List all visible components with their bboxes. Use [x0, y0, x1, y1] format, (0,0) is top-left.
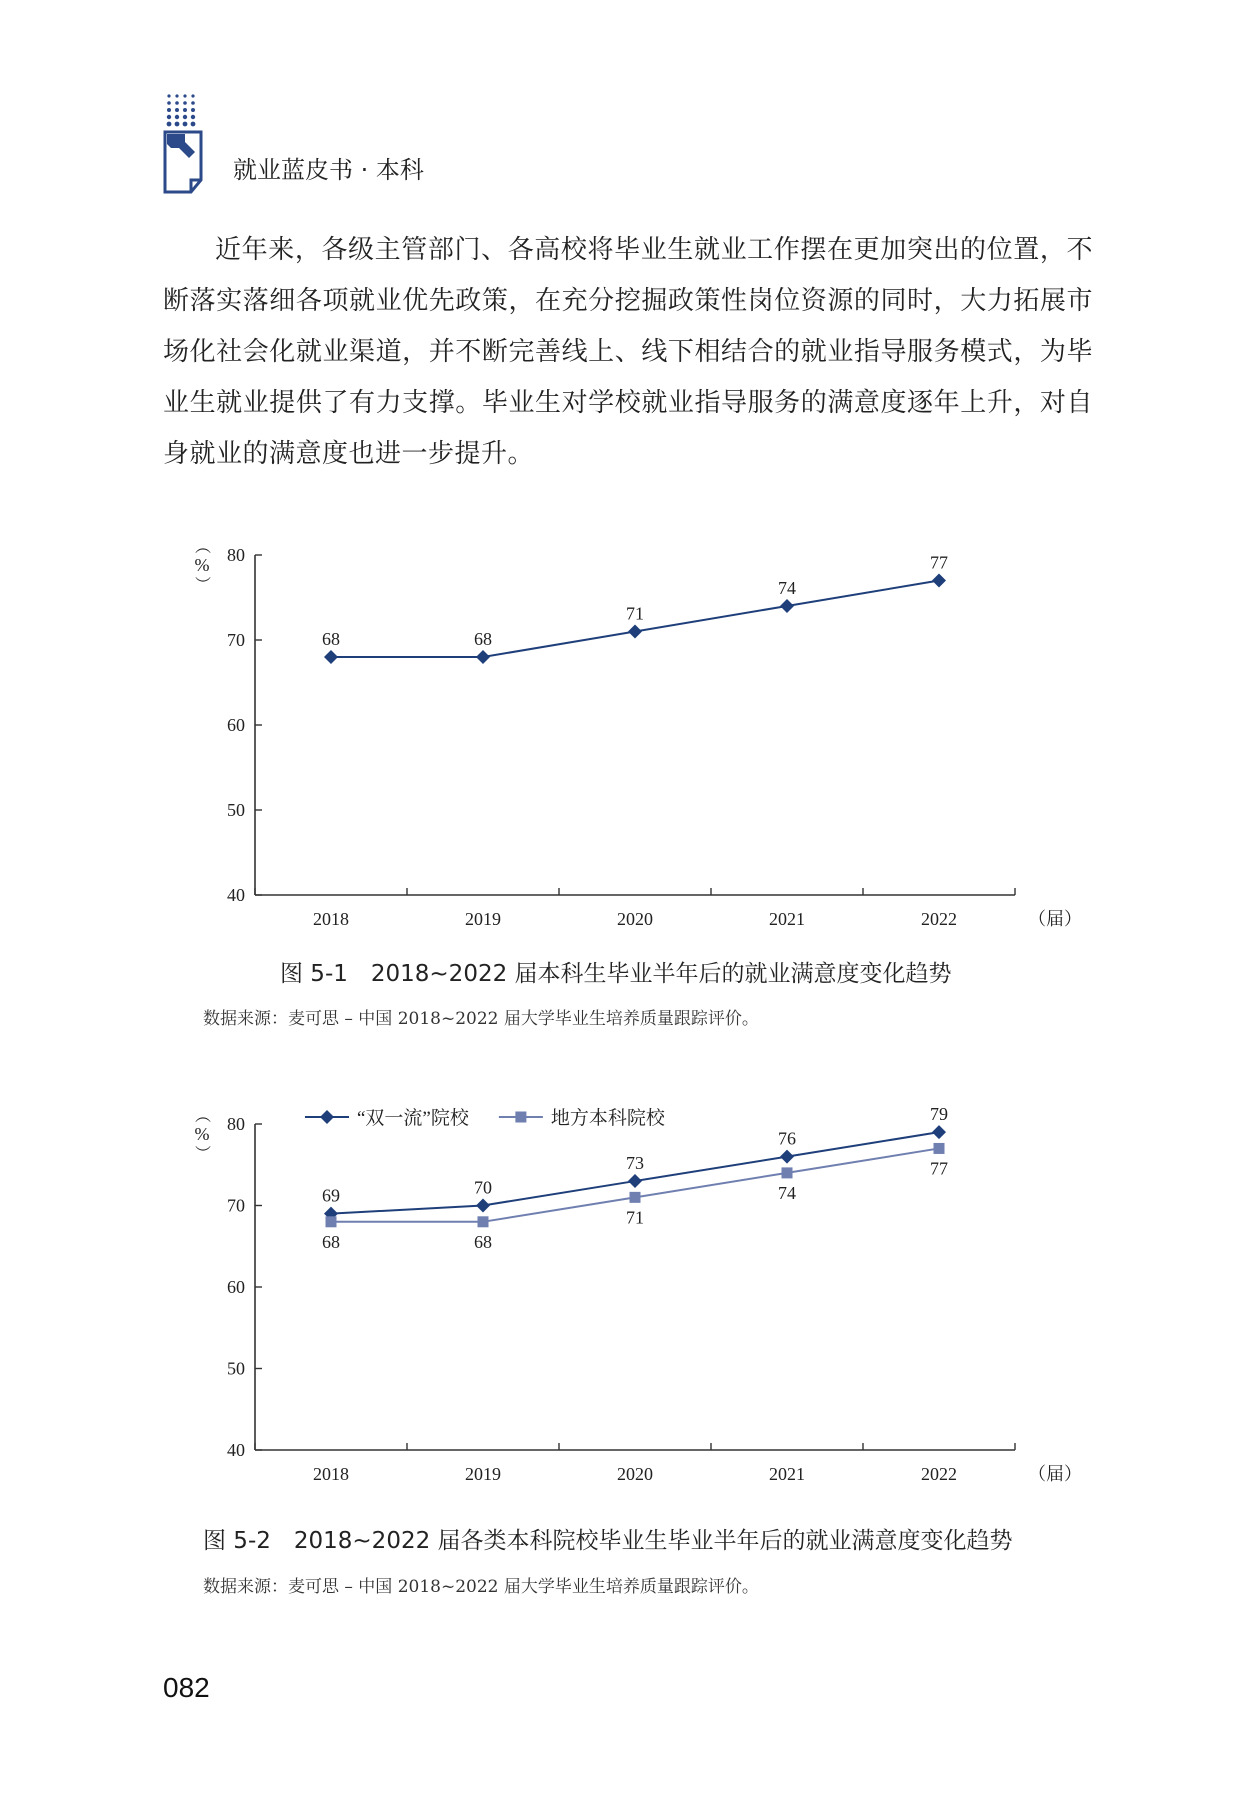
chart1-x-tick-label: 2022 — [921, 909, 957, 929]
chart2-y-tick-label: 60 — [227, 1277, 245, 1297]
chart2-y-label-close: ） — [193, 1144, 210, 1162]
chart1-y-tick-label: 50 — [227, 800, 245, 820]
chart1-x-tick-label: 2018 — [313, 909, 349, 929]
chart2-series-1-point — [782, 1167, 793, 1178]
chart2-series-1-point — [934, 1143, 945, 1154]
chart2-legend-item-1 — [499, 1107, 666, 1129]
chart1-y-label-unit: % — [194, 555, 210, 575]
chart2-series-0-point — [476, 1199, 490, 1213]
chart2-y-axis-label — [193, 1107, 210, 1161]
chart2-y-tick-label: 70 — [227, 1195, 245, 1216]
chart2-legend-label: 地方本科院校 — [550, 1108, 665, 1129]
body-paragraph: 近年来，各级主管部门、各高校将毕业生就业工作摆在更加突出的位置，不断落实落细各项就业优先政策，在充分挖掘政策性岗位资源的同时，大力拓展市场化社会化就业渠道，并不断完善线上、线下相结合的就业指导服务模式，为毕业生就业提供了有力支撑。毕业生对学校就业指导服务的满意度逐年上升，对自身就业的满意度也进一步提升。 — [163, 235, 1093, 469]
chart2-series-0-point — [628, 1174, 642, 1188]
chart2-series-0-point — [932, 1125, 946, 1139]
chart1-series-0-data-label: 68 — [322, 629, 340, 649]
chart2-y-tick-label: 80 — [227, 1114, 245, 1134]
chart1-series-0-data-label: 68 — [474, 629, 492, 649]
chart1-series-0-point — [324, 650, 338, 664]
chart2-series-1-data-label: 71 — [626, 1207, 644, 1228]
chart2-series-0-data-label: 76 — [778, 1128, 796, 1149]
figure-5-1-line-chart — [170, 535, 1090, 955]
chart2-series-1-point — [478, 1216, 489, 1227]
chart1-series-0-point — [476, 650, 490, 664]
chart2-series-0-data-label: 69 — [322, 1185, 340, 1206]
chart1-series-0-data-label: 74 — [778, 578, 796, 598]
figure-5-2-line-chart — [170, 1090, 1090, 1510]
chart1-series-0-data-label: 77 — [930, 552, 948, 573]
header-logo-icon — [163, 92, 211, 198]
figure-5-1-source-note: 数据来源：麦可思 – 中国 2018~2022 届大学毕业生培养质量跟踪评价。 — [203, 1009, 759, 1029]
chart1-x-tick-label: 2020 — [617, 909, 653, 929]
chart1-y-axis-label — [193, 538, 210, 592]
chart1-y-tick-label: 80 — [227, 545, 245, 565]
chart2-y-tick-label: 50 — [227, 1358, 245, 1379]
chart2-x-tick-label: 2020 — [617, 1464, 653, 1484]
chart2-series-1-data-label: 68 — [322, 1231, 340, 1252]
chart1-x-tick-label: 2019 — [465, 909, 501, 929]
chart2-series-0-data-label: 70 — [474, 1177, 492, 1198]
chart1-series-0-data-label: 71 — [626, 603, 644, 624]
chart1-series-0-point — [628, 625, 642, 639]
chart2-legend-marker — [515, 1112, 526, 1123]
chart2-x-tick-label: 2019 — [465, 1464, 501, 1484]
chart1-series-0-point — [780, 599, 794, 613]
chart2-series-1-point — [630, 1192, 641, 1203]
chart1-y-label-close: ） — [193, 575, 210, 593]
chart1-y-tick-label: 60 — [227, 715, 245, 735]
chart1-x-tick-label: 2021 — [769, 909, 805, 929]
chart1-y-label-open: （ — [193, 537, 210, 555]
page-number: 082 — [163, 1672, 210, 1703]
chart2-series-0-data-label: 73 — [626, 1153, 644, 1174]
chart2-series-1-data-label: 68 — [474, 1231, 492, 1252]
chart2-x-axis-label: （届） — [1028, 1464, 1082, 1484]
chart2-y-tick-label: 40 — [227, 1440, 245, 1460]
chart2-series-1-point — [326, 1216, 337, 1227]
chart2-x-tick-label: 2018 — [313, 1464, 349, 1484]
chart2-series-0-data-label: 79 — [930, 1104, 948, 1125]
chart2-legend-marker — [320, 1110, 334, 1124]
chart2-series-1-data-label: 77 — [930, 1158, 948, 1179]
chart1-y-tick-label: 70 — [227, 630, 245, 650]
chart2-legend-item-0 — [305, 1107, 470, 1129]
chart1-x-axis-label: （届） — [1028, 909, 1082, 929]
chart1-series-0-point — [932, 574, 946, 588]
figure-5-2-source-note: 数据来源：麦可思 – 中国 2018~2022 届大学毕业生培养质量跟踪评价。 — [203, 1577, 759, 1597]
chart1-y-tick-label: 40 — [227, 885, 245, 905]
chart2-legend-label: “双一流”院校 — [357, 1108, 469, 1129]
figure-5-2-caption: 图 5-2 2018~2022 届各类本科院校毕业生毕业半年后的就业满意度变化趋势 — [203, 1528, 1013, 1554]
chart2-series-0-point — [780, 1150, 794, 1164]
figure-5-1-caption: 图 5-1 2018~2022 届本科生毕业半年后的就业满意度变化趋势 — [280, 961, 952, 987]
chart2-x-tick-label: 2021 — [769, 1464, 805, 1484]
chart2-x-tick-label: 2022 — [921, 1464, 957, 1484]
chart2-y-label-unit: % — [194, 1124, 210, 1144]
chart2-y-label-open: （ — [193, 1106, 210, 1124]
running-header-title: 就业蓝皮书 · 本科 — [233, 156, 424, 184]
chart2-series-1-data-label: 74 — [778, 1182, 796, 1203]
